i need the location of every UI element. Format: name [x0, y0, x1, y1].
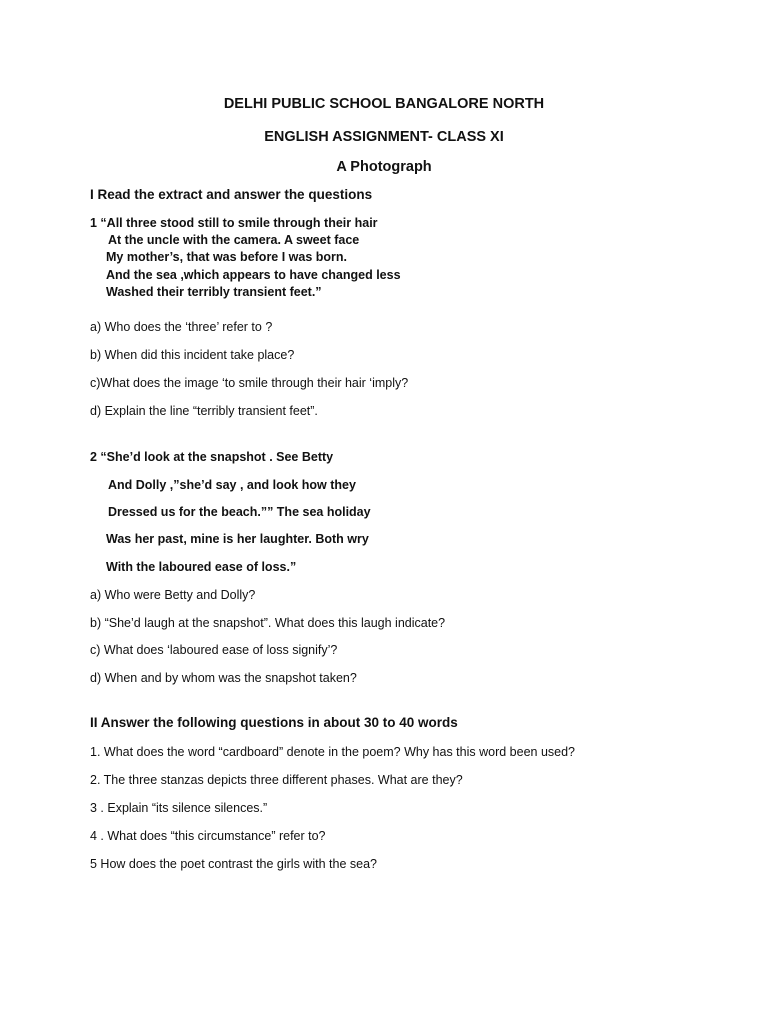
question-item: 4 . What does “this circumstance” refer to? [90, 829, 326, 843]
poem-title: A Photograph [336, 159, 432, 175]
question-item: 5 How does the poet contrast the girls with the sea? [90, 857, 377, 871]
extract-2-line: And Dolly ,”she’d say , and look how they [108, 478, 356, 492]
extract-2-line: With the laboured ease of loss.” [106, 560, 297, 574]
school-name: DELHI PUBLIC SCHOOL BANGALORE NORTH [223, 96, 545, 112]
section-2-heading: II Answer the following questions in about 30 to 40 words [90, 715, 458, 730]
question-item: 3 . Explain “its silence silences.” [90, 801, 268, 815]
question-item: d) When and by whom was the snapshot taken? [90, 671, 357, 685]
extract-2-line: Was her past, mine is her laughter. Both wry [106, 532, 369, 546]
assignment-title: ENGLISH ASSIGNMENT- CLASS XI [264, 129, 504, 145]
question-item: 1. What does the word “cardboard” denote in the poem? Why has this word been used? [90, 745, 576, 759]
extract-1-line: My mother’s, that was before I was born. [106, 250, 348, 264]
extract-1-line: And the sea ,which appears to have changed less [106, 268, 401, 282]
extract-1-line: Washed their terribly transient feet.” [106, 285, 322, 299]
question-item: c) What does ‘laboured ease of loss signify’? [90, 643, 338, 657]
question-item: b) “She’d laugh at the snapshot”. What does this laugh indicate? [90, 616, 446, 630]
section-1-heading: I Read the extract and answer the questions [90, 187, 373, 202]
extract-1-line: 1 “All three stood still to smile through their hair [90, 216, 378, 230]
question-item: b) When did this incident take place? [90, 348, 295, 362]
question-item: c)What does the image ‘to smile through their hair ‘imply? [90, 376, 409, 390]
question-item: a) Who were Betty and Dolly? [90, 588, 256, 602]
question-item: d) Explain the line “terribly transient feet”. [90, 404, 318, 418]
extract-2-line: Dressed us for the beach.”” The sea holiday [108, 505, 371, 519]
question-item: a) Who does the ‘three’ refer to ? [90, 320, 273, 334]
extract-2-line: 2 “She’d look at the snapshot . See Betty [90, 450, 334, 464]
question-item: 2. The three stanzas depicts three different phases. What are they? [90, 773, 463, 787]
extract-1-line: At the uncle with the camera. A sweet face [108, 233, 360, 247]
